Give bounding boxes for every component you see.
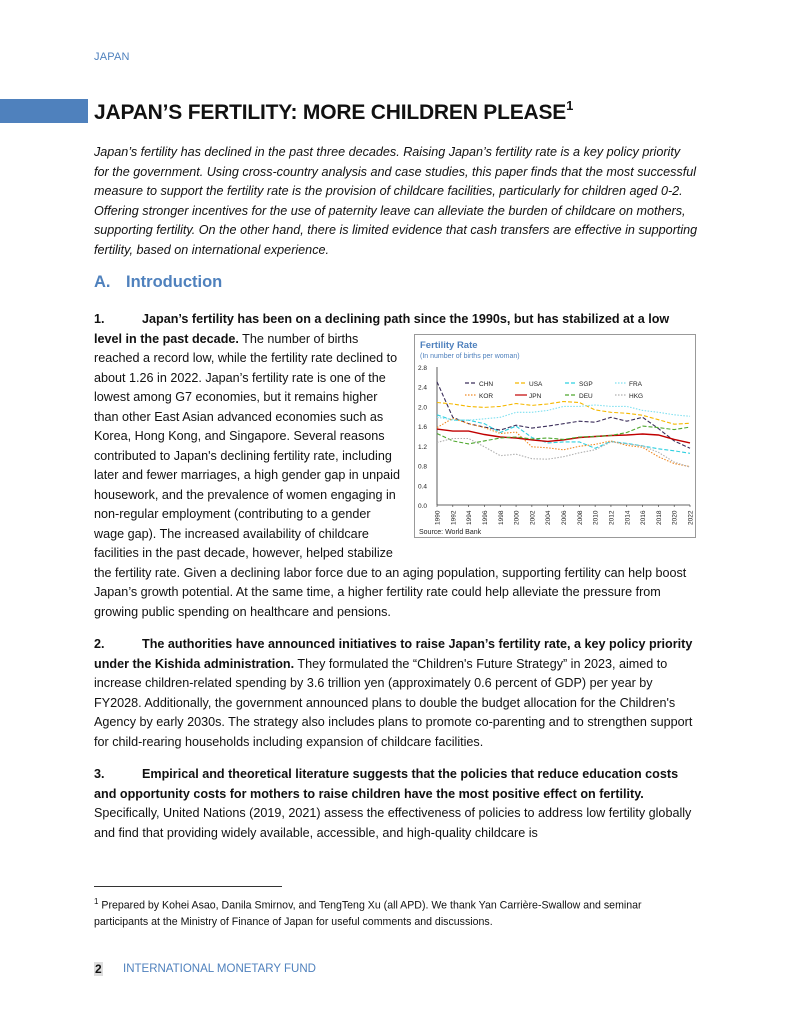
footnote-ref[interactable]: 1 — [566, 98, 574, 113]
title-accent-bar — [0, 99, 88, 123]
y-tick-label: 2.8 — [418, 364, 428, 372]
paragraph-1-first-line — [94, 312, 669, 326]
x-tick-label: 2012 — [608, 510, 616, 525]
y-tick-label: 1.2 — [418, 443, 428, 451]
abstract: Japan’s fertility has declined in the past three decades. Raising Japan’s fertility rate is a key policy priority for the government. Using cross-country analysis and case studies, this paper finds that the most successful measure to support the fertility rate is the provision of childcare facilities, particularly for children aged 0-2. Offering stronger incentives for the use of paternity leave can alleviate the burden of childcare on mothers, supporting fertility. On the other hand, there is limited evidence that cash transfers are effective in supporting fertility, based on international experience. — [94, 145, 698, 257]
legend-label-hkg: HKG — [629, 392, 644, 400]
paragraph-text: They formulated the “Children's Future Strategy” in 2023, aimed to increase children-related spending by 3.6 trillion yen (approximately 0.6 percent of GDP) per year by FY2028. Additionally, the government announced plans to double the budget allocation for the Children's Agency by early 2030s. The strategy also includes plans to promote co-parenting and to strengthen support for child-rearing households including expansion of childcare facilities. — [94, 656, 693, 749]
chart-subtitle: (In number of births per woman) — [420, 352, 520, 360]
page-title — [94, 98, 573, 125]
legend-label-deu: DEU — [579, 392, 593, 400]
x-tick-label: 2002 — [529, 510, 537, 525]
legend-label-kor: KOR — [479, 392, 494, 400]
paragraph-lead-cont: level in the past decade. — [94, 331, 239, 346]
x-tick-label: 2004 — [545, 510, 553, 525]
body-text — [94, 310, 696, 856]
section-number: A. — [94, 273, 111, 291]
footnote — [94, 894, 698, 930]
page-number: 2 — [95, 962, 102, 976]
paragraph-lead: Empirical and theoretical literature suggests that the policies that reduce education costs and opportunity costs for mothers to raise children have the most positive effect on fertility. — [94, 767, 679, 801]
legend-label-jpn: JPN — [529, 392, 542, 400]
paragraph-2 — [94, 635, 696, 752]
y-tick-label: 2.4 — [418, 384, 428, 392]
paragraph-3 — [94, 765, 696, 843]
running-head: JAPAN — [94, 51, 130, 63]
x-tick-label: 2014 — [624, 510, 632, 525]
chart-svg — [415, 335, 695, 537]
fertility-rate-chart — [414, 334, 696, 538]
x-tick-label: 2008 — [576, 510, 584, 525]
x-tick-label: 2022 — [687, 510, 695, 525]
legend-label-usa: USA — [529, 380, 543, 388]
footer-publisher: INTERNATIONAL MONETARY FUND — [123, 963, 316, 975]
series-line-chn — [437, 381, 690, 448]
x-tick-label: 1996 — [481, 510, 489, 525]
series-line-usa — [437, 401, 690, 424]
chart-title: Fertility Rate — [420, 339, 478, 351]
legend-label-sgp: SGP — [579, 380, 593, 388]
legend-label-fra: FRA — [629, 380, 642, 388]
x-tick-label: 1990 — [434, 510, 442, 525]
title-text: JAPAN’S FERTILITY: MORE CHILDREN PLEASE — [94, 101, 567, 124]
paragraph-number: 3. — [94, 767, 105, 781]
paragraph-1 — [94, 310, 696, 622]
chart-source: Source: World Bank — [419, 528, 482, 536]
x-tick-label: 1994 — [466, 510, 474, 525]
x-tick-label: 2016 — [640, 510, 648, 525]
x-tick-label: 2010 — [592, 510, 600, 525]
paragraph-number: 2. — [94, 637, 105, 651]
section-title: Introduction — [126, 273, 223, 291]
x-tick-label: 1998 — [497, 510, 505, 525]
paragraph-text: Specifically, United Nations (2019, 2021) assess the effectiveness of policies to address low fertility globally and find that providing widely available, accessible, and high-quality childcare is — [94, 806, 692, 840]
y-tick-label: 0.8 — [418, 463, 428, 471]
y-tick-label: 0.0 — [418, 502, 428, 510]
y-tick-label: 0.4 — [418, 482, 428, 490]
x-tick-label: 2020 — [671, 510, 679, 525]
y-tick-label: 1.6 — [418, 423, 428, 431]
footnote-mark: 1 — [94, 897, 99, 906]
y-tick-label: 2.0 — [418, 403, 428, 411]
paragraph-text: The number of births reached a record low, while the fertility rate declined to about 1.26 in 2022. Japan’s fertility rate is one of the lowest among G7 economies, but it remains higher than other East Asian advanced economies such as Korea, Hong Kong, and Singapore. Several reasons contributed to Japan's declining fertility rate, including later and fewer marriages, a high gender gap in unpaid housework, and the prevalence of women engaging in non-regular employment (contributing to a gender wage gap). The increased availability of childcare facilities in the past decade, however, helped stabilize the fertility rate. Given a declining labor force due to an aging population, supporting fertility can help boost Japan’s growth potential. At the same time, a higher fertility rate could help alleviate the pressure from growing public spending on healthcare and pensions. — [94, 331, 687, 619]
legend-label-chn: CHN — [479, 380, 494, 388]
section-heading — [94, 273, 222, 292]
footnote-divider — [94, 886, 282, 887]
x-tick-label: 2000 — [513, 510, 521, 525]
x-tick-label: 1992 — [450, 510, 458, 525]
x-tick-label: 2018 — [655, 510, 663, 525]
paragraph-lead: The authorities have announced initiatives to raise Japan’s fertility rate, a key policy priority under the Kishida administration. — [94, 637, 693, 671]
paragraph-number: 1. — [94, 312, 105, 326]
series-line-jpn — [437, 429, 690, 443]
paragraph-lead: Japan’s fertility has been on a declining path since the 1990s, but has stabilized at a low — [142, 312, 670, 326]
x-tick-label: 2006 — [561, 510, 568, 525]
footnote-text: Prepared by Kohei Asao, Danila Smirnov, and TengTeng Xu (all APD). We thank Yan Carrière-Swallow and seminar participants at the Ministry of Finance of Japan for useful comments and discussions. — [94, 899, 642, 928]
